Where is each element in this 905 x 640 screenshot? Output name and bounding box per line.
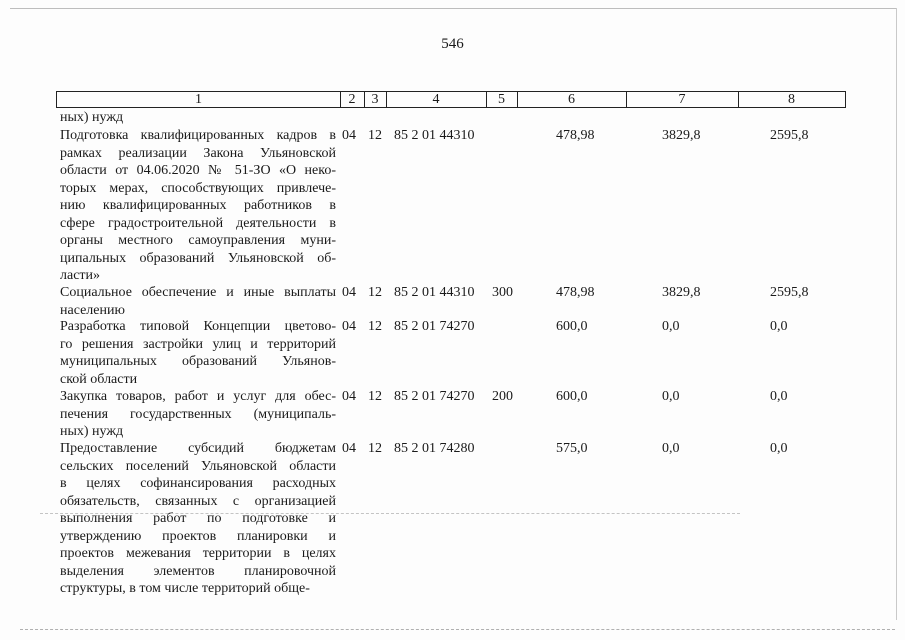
header-col-8: 8 [738, 91, 846, 108]
cell-amount-8: 0,0 [770, 319, 788, 334]
cell-section: 04 [342, 319, 356, 334]
cell-expense-type: 200 [492, 389, 513, 404]
cell-subsection: 12 [368, 441, 382, 456]
description-line: утверждению проектов планировки и [60, 528, 336, 544]
cell-target-article: 85 2 01 44310 [394, 285, 475, 300]
cell-amount-8: 0,0 [770, 389, 788, 404]
description-line: Разработка типовой Концепции цветово- [60, 319, 336, 334]
description-line: органы местного самоуправления муни- [60, 233, 336, 248]
cell-amount-7: 3829,8 [662, 285, 701, 300]
description-line: муниципальных образований Ульянов- [60, 354, 336, 369]
description-line: выделения элементов планировочной [60, 563, 336, 579]
cell-target-article: 85 2 01 44310 [394, 128, 475, 143]
cell-amount-6: 600,0 [556, 319, 588, 334]
description-line: го решения застройки улиц и территорий [60, 336, 336, 352]
cell-amount-7: 0,0 [662, 319, 680, 334]
cell-target-article: 85 2 01 74270 [394, 319, 475, 334]
header-col-4: 4 [386, 91, 487, 108]
description-line: выполнения работ по подготовке и [60, 511, 336, 526]
description-line: области от 04.06.2020 № 51-ЗО «О неко- [60, 163, 336, 178]
header-col-3: 3 [364, 91, 387, 108]
cell-amount-6: 478,98 [556, 128, 595, 143]
description-line: Подготовка квалифицированных кадров в [60, 128, 336, 143]
scan-edge-bottom [20, 629, 895, 630]
description-line: нию квалифицированных работников в [60, 198, 336, 213]
description-line: в целях софинансирования расходных [60, 476, 336, 491]
description-line: сельских поселений Ульяновской области [60, 458, 336, 474]
cell-subsection: 12 [368, 285, 382, 300]
cell-amount-7: 3829,8 [662, 128, 701, 143]
cell-amount-6: 478,98 [556, 285, 595, 300]
header-col-1: 1 [56, 91, 341, 108]
cell-amount-8: 2595,8 [770, 285, 809, 300]
cell-amount-6: 575,0 [556, 441, 588, 456]
header-col-7: 7 [626, 91, 739, 108]
cell-amount-7: 0,0 [662, 389, 680, 404]
header-col-6: 6 [517, 91, 627, 108]
description-line: обязательств, связанных с организацией [60, 493, 336, 509]
cell-target-article: 85 2 01 74280 [394, 441, 475, 456]
cell-amount-7: 0,0 [662, 441, 680, 456]
page-number: 546 [441, 36, 464, 52]
description-line: рамках реализации Закона Ульяновской [60, 145, 336, 161]
scan-artifact-line [40, 513, 740, 514]
cell-subsection: 12 [368, 319, 382, 334]
cell-amount-6: 600,0 [556, 389, 588, 404]
cell-amount-8: 0,0 [770, 441, 788, 456]
description-line: ласти» [60, 268, 101, 283]
cell-amount-8: 2595,8 [770, 128, 809, 143]
description-line: Закупка товаров, работ и услуг для обес- [60, 389, 336, 404]
scan-edge-right [896, 8, 897, 620]
scan-edge-top [10, 8, 897, 9]
description-line: населению [60, 302, 125, 318]
description-line: торых мерах, способствующих привлече- [60, 180, 336, 196]
description-line: Предоставление субсидий бюджетам [60, 441, 336, 456]
table-row-description [60, 440, 336, 598]
table-row-description [60, 127, 336, 285]
continuation-text: ных) нужд [60, 110, 124, 125]
description-line: ных) нужд [60, 424, 124, 439]
cell-target-article: 85 2 01 74270 [394, 389, 475, 404]
cell-subsection: 12 [368, 128, 382, 143]
cell-section: 04 [342, 285, 356, 300]
cell-section: 04 [342, 389, 356, 404]
description-line: структуры, в том числе территорий обще- [60, 581, 310, 596]
cell-section: 04 [342, 128, 356, 143]
table-row-description [60, 284, 336, 319]
cell-section: 04 [342, 441, 356, 456]
description-line: Социальное обеспечение и иные выплаты [60, 285, 336, 300]
description-line: сфере градостроительной деятельности в [60, 215, 336, 231]
cell-expense-type: 300 [492, 285, 513, 300]
description-line: печения государственных (муниципаль- [60, 406, 336, 422]
table-row-description [60, 318, 336, 388]
description-line: ципальных образований Ульяновской об- [60, 250, 336, 266]
table-row-description [60, 388, 336, 441]
header-col-2: 2 [340, 91, 365, 108]
cell-subsection: 12 [368, 389, 382, 404]
description-line: ской области [60, 371, 138, 387]
header-col-5: 5 [486, 91, 518, 108]
description-line: проектов межевания территории в целях [60, 546, 336, 561]
